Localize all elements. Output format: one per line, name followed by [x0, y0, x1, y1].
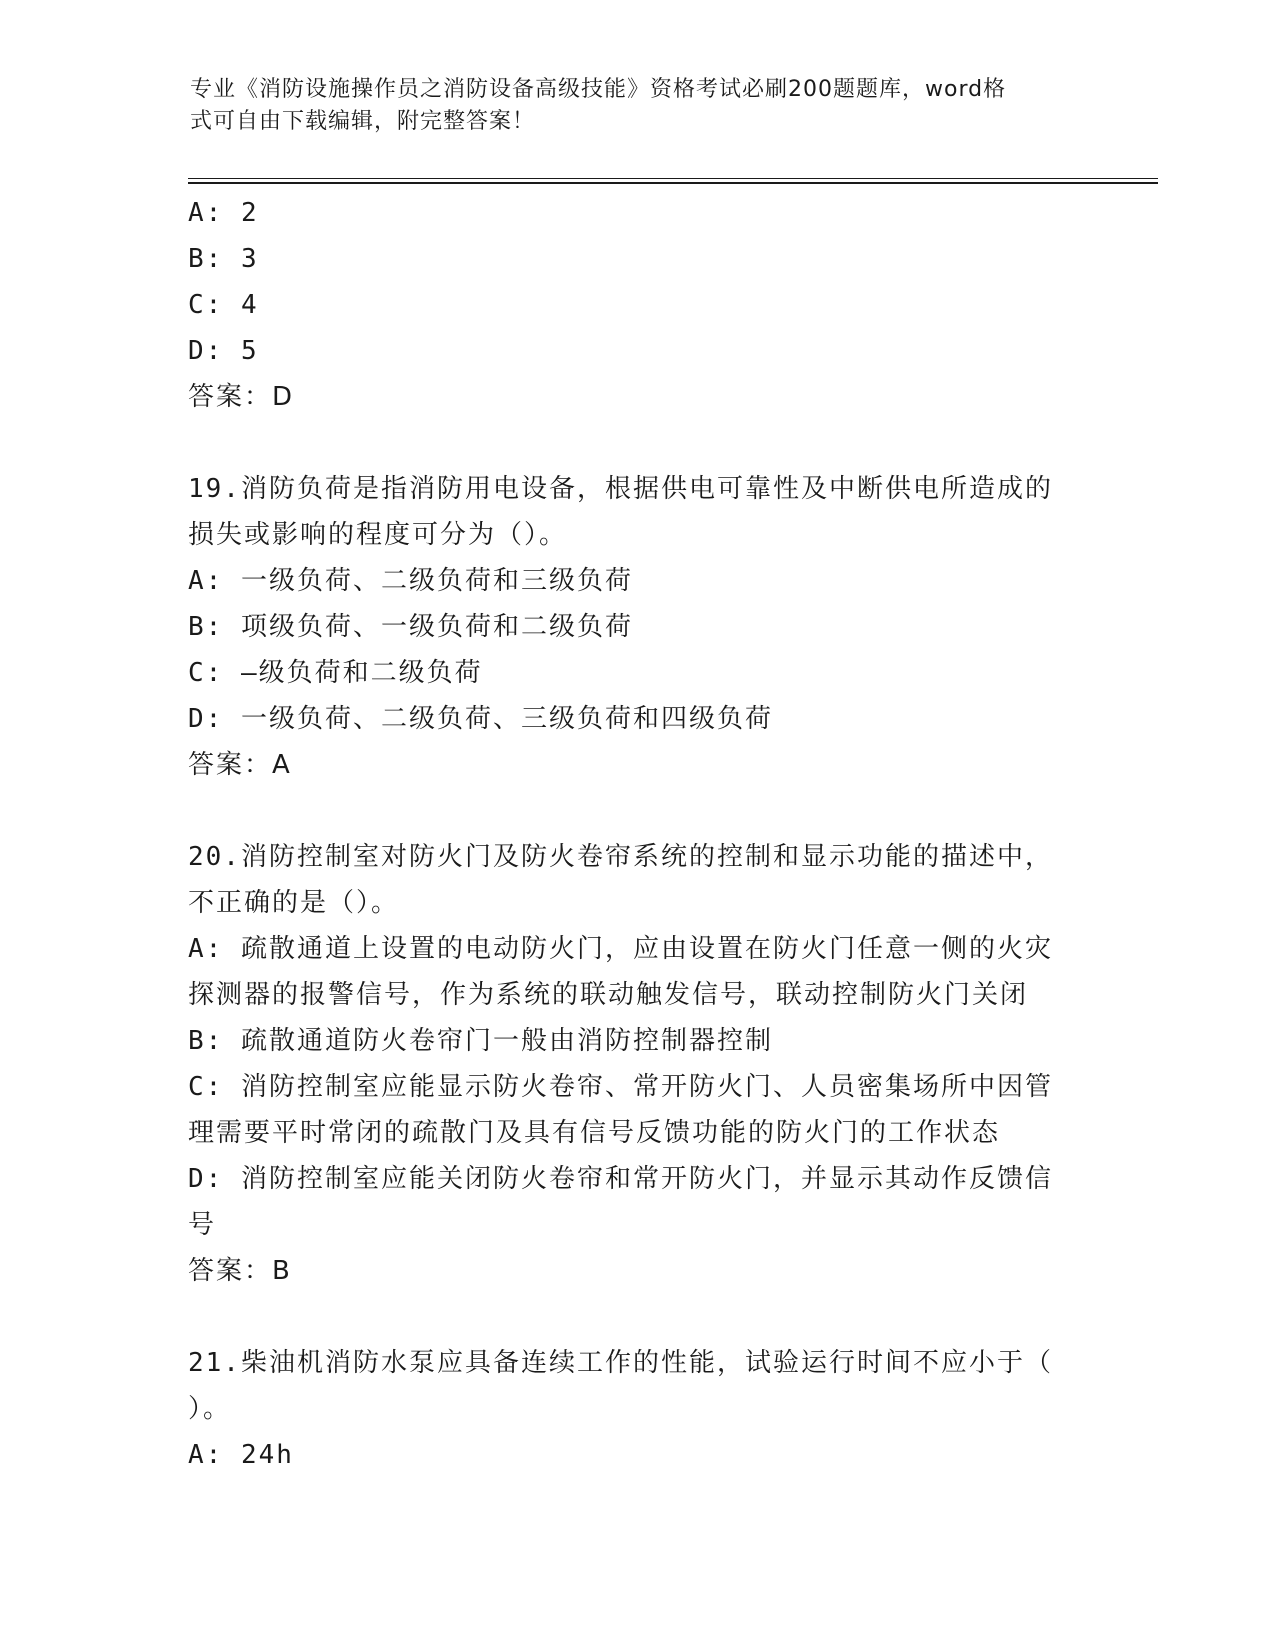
- spacer: [188, 788, 1088, 834]
- header-divider-thick: [188, 182, 1158, 184]
- option-a: A: 一级负荷、二级负荷和三级负荷: [188, 566, 633, 596]
- question-21: [188, 1340, 1088, 1478]
- option-c: C: 4: [188, 290, 259, 320]
- question-stem: 21.柴油机消防水泵应具备连续工作的性能，试验运行时间不应小于（: [188, 1348, 1053, 1378]
- option-b: B: 项级负荷、一级负荷和二级负荷: [188, 612, 633, 642]
- option-a: A: 2: [188, 198, 259, 228]
- question-stem: 19.消防负荷是指消防用电设备，根据供电可靠性及中断供电所造成的: [188, 474, 1053, 504]
- option-a-cont: 探测器的报警信号，作为系统的联动触发信号，联动控制防火门关闭: [188, 980, 1029, 1010]
- question-19: [188, 466, 1088, 788]
- question-stem-cont: 不正确的是（）。: [188, 888, 400, 918]
- question-20: [188, 834, 1088, 1294]
- question-stem-cont: 损失或影响的程度可分为（）。: [188, 520, 568, 550]
- option-b: B: 3: [188, 244, 259, 274]
- option-b: B: 疏散通道防火卷帘门一般由消防控制器控制: [188, 1026, 773, 1056]
- question-stem: 20.消防控制室对防火门及防火卷帘系统的控制和显示功能的描述中，: [188, 842, 1053, 872]
- option-a: A: 疏散通道上设置的电动防火门，应由设置在防火门任意一侧的火灾: [188, 934, 1053, 964]
- option-d: D: 5: [188, 336, 259, 366]
- answer-18: 答案：D: [188, 382, 295, 412]
- option-d: D: 消防控制室应能关闭防火卷帘和常开防火门，并显示其动作反馈信: [188, 1164, 1053, 1194]
- header-line-2: 式可自由下载编辑，附完整答案！: [190, 109, 536, 134]
- option-c: C: 消防控制室应能显示防火卷帘、常开防火门、人员密集场所中因管: [188, 1072, 1053, 1102]
- spacer: [188, 1294, 1088, 1340]
- header-line-1: 专业《消防设施操作员之消防设备高级技能》资格考试必刷200题题库，word格: [190, 77, 1007, 102]
- question-stem-cont: ）。: [188, 1394, 232, 1424]
- option-a: A: 24h: [188, 1440, 294, 1470]
- option-c: C: —级负荷和二级负荷: [188, 658, 483, 688]
- answer-19: 答案：A: [188, 750, 292, 780]
- option-c-cont: 理需要平时常闭的疏散门及具有信号反馈功能的防火门的工作状态: [188, 1118, 1001, 1148]
- option-d: D: 一级负荷、二级负荷、三级负荷和四级负荷: [188, 704, 773, 734]
- document-header: [190, 74, 1090, 138]
- header-divider-thin: [188, 178, 1158, 179]
- spacer: [188, 420, 1088, 466]
- question-content: [188, 190, 1088, 1478]
- option-d-cont: 号: [188, 1210, 217, 1240]
- question-18-options: [188, 190, 1088, 420]
- answer-20: 答案：B: [188, 1256, 292, 1286]
